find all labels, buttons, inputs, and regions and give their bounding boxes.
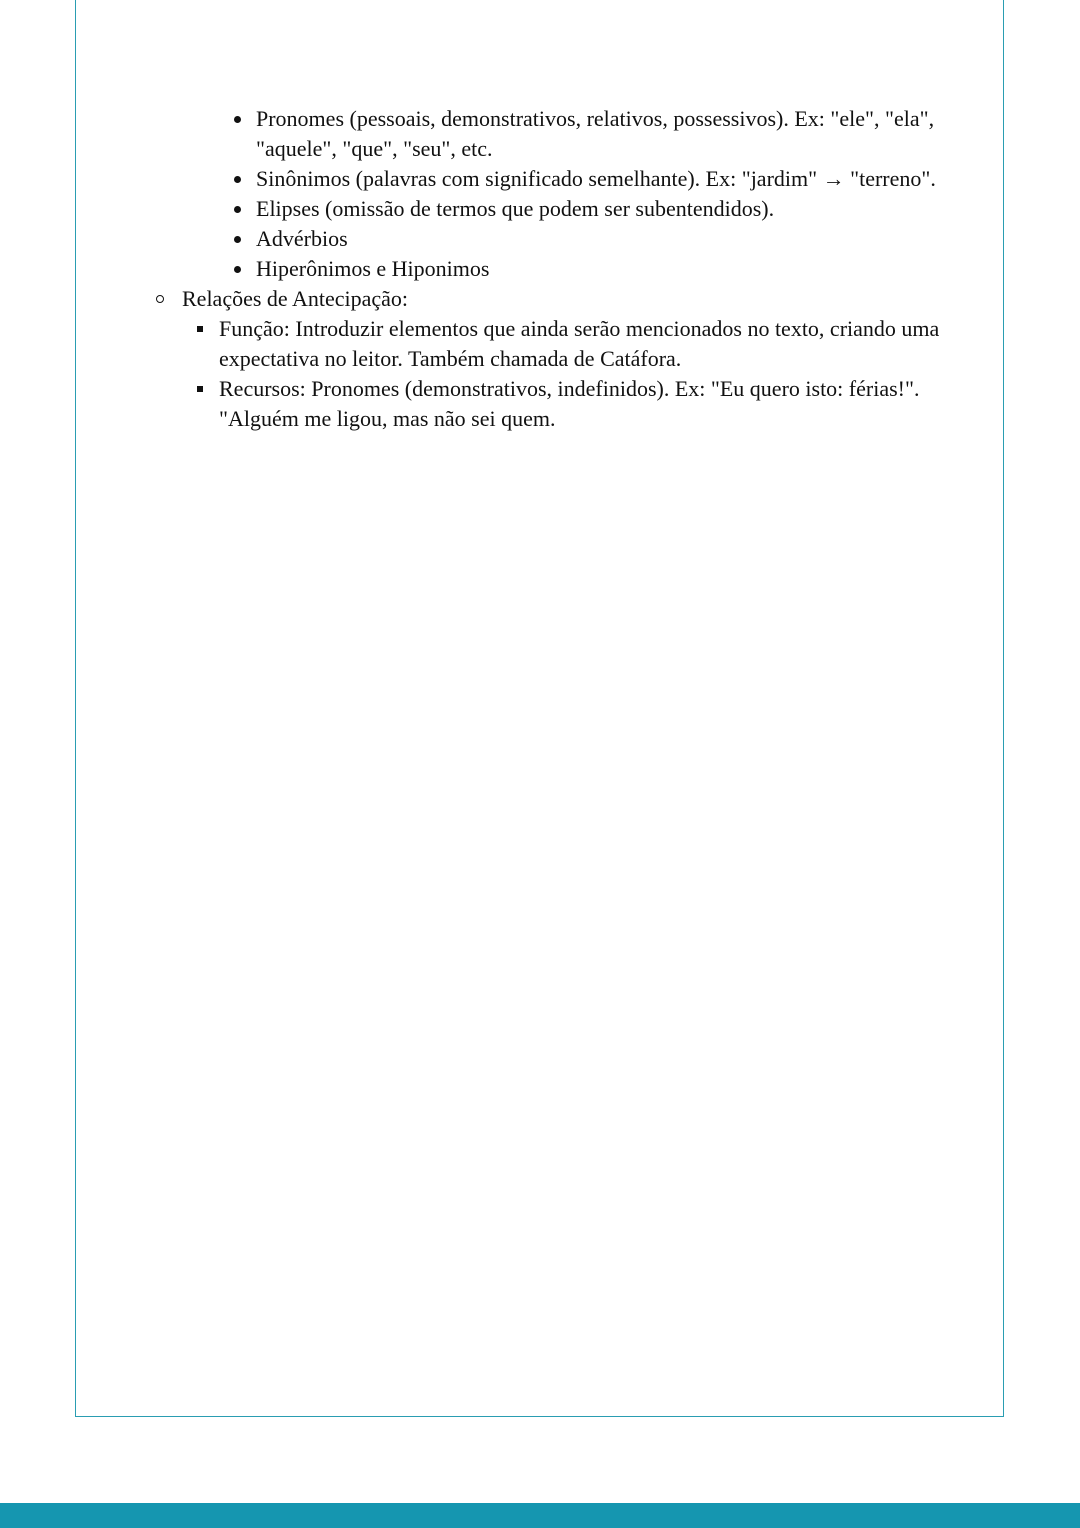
footer-bar bbox=[0, 1503, 1080, 1528]
bullet-dot-icon bbox=[234, 236, 241, 243]
list-item-funcao bbox=[219, 314, 979, 374]
list-item-pronomes bbox=[256, 104, 956, 164]
list-item-text: Função: Introduzir elementos que ainda serão mencionados no texto, criando uma expectativa no leitor. Também chamada de Catáfora. bbox=[219, 316, 940, 371]
list-item-recursos bbox=[219, 374, 979, 434]
list-item-text: Recursos: Pronomes (demonstrativos, indefinidos). Ex: "Eu quero isto: férias!". "Alguém me ligou, mas não sei quem. bbox=[219, 376, 920, 431]
list-item-adverbios bbox=[256, 224, 956, 254]
section-heading-text: Relações de Antecipação: bbox=[182, 286, 409, 311]
bullet-dot-icon bbox=[234, 176, 241, 183]
bullet-square-icon bbox=[197, 386, 203, 392]
section-heading-antecipacao bbox=[182, 284, 982, 314]
bullet-dot-icon bbox=[234, 266, 241, 273]
list-item-sinonimos bbox=[256, 164, 956, 194]
list-item-text: Advérbios bbox=[256, 226, 348, 251]
list-item-hiperonimos bbox=[256, 254, 956, 284]
bullet-circle-icon bbox=[156, 295, 164, 303]
list-item-text: Sinônimos (palavras com significado semelhante). Ex: "jardim" → "terreno". bbox=[256, 166, 936, 191]
bullet-dot-icon bbox=[234, 206, 241, 213]
bullet-square-icon bbox=[197, 326, 203, 332]
list-item-text: Hiperônimos e Hiponimos bbox=[256, 256, 490, 281]
list-item-text: Elipses (omissão de termos que podem ser subentendidos). bbox=[256, 196, 775, 221]
bullet-dot-icon bbox=[234, 116, 241, 123]
list-item-text: Pronomes (pessoais, demonstrativos, relativos, possessivos). Ex: "ele", "ela", "aquele", "que", "seu", etc. bbox=[256, 106, 935, 161]
list-item-elipses bbox=[256, 194, 956, 224]
document-body bbox=[0, 104, 1080, 434]
